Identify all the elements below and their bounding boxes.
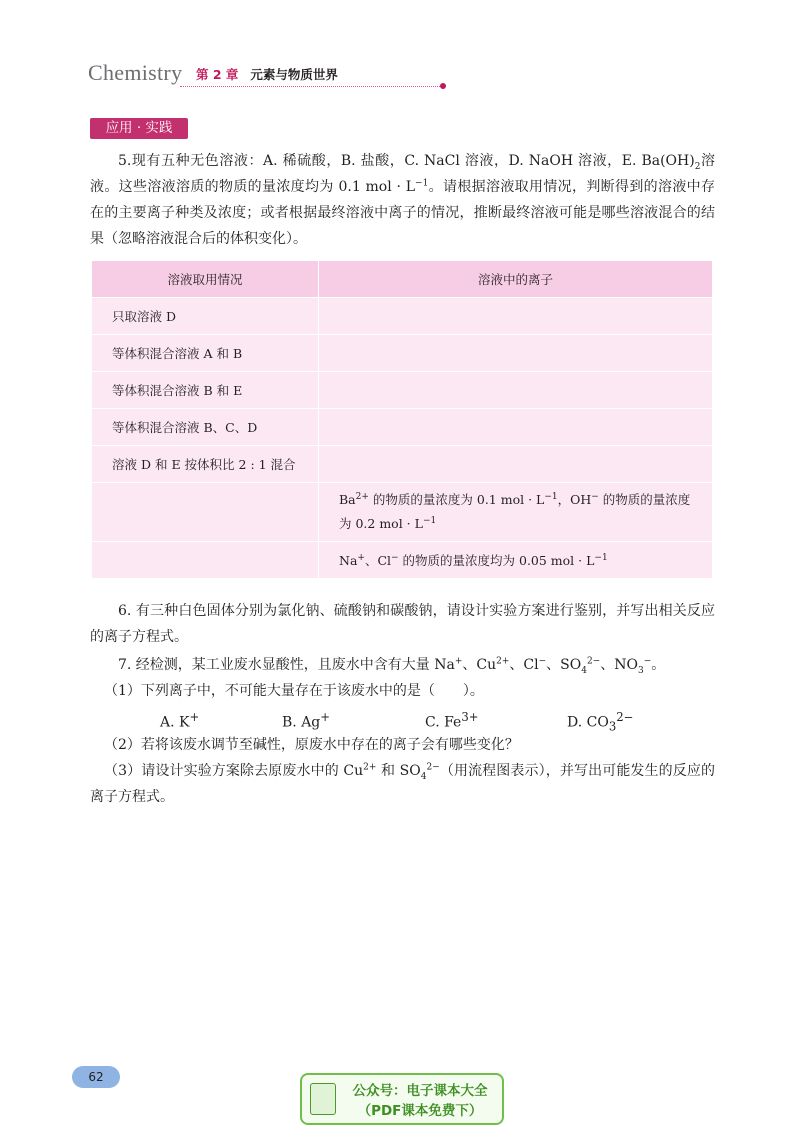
- table-cell: 只取溶液 D: [92, 298, 319, 335]
- option-d: D. $CO_3^{2-}$: [567, 710, 634, 734]
- question-7-part-2: （2）若将该废水调节至碱性，原废水中存在的离子会有哪些变化？: [104, 737, 519, 753]
- option-c: C. $Fe^{3+}$: [425, 710, 479, 731]
- running-header: [88, 60, 368, 90]
- table-row: [92, 542, 713, 579]
- table-row: [92, 372, 713, 409]
- question-5: 5.现有五种无色溶液：A. 稀硫酸，B. 盐酸，C. NaCl 溶液，D. NaOH 溶液，E. $Ba(OH)_2$溶液。这些溶液溶质的物质的量浓度均为 0.1 mol · $L^{-1}$。请根据溶液取用情况，判断得到的溶液中存在的主要离子种类及浓度；或者根据最终溶液中离子的情况，推断最终溶液可能是哪些溶液混合的结果（忽略溶液混合后的体积变化）。: [90, 153, 716, 247]
- book-icon: [310, 1083, 336, 1115]
- table-cell: 等体积混合溶液 B、C、D: [92, 409, 319, 446]
- option-a: A. K+: [160, 710, 200, 731]
- page-number: 62: [72, 1066, 120, 1088]
- book-brand: Chemistry: [88, 60, 183, 85]
- table-cell: $Ba^{2+}$ 的物质的量浓度为 0.1 mol · $L^{-1}$，OH− 的物质的量浓度为 0.2 mol · $L^{-1}$: [319, 483, 713, 542]
- question-7-part-1: （1）下列离子中，不可能大量存在于该废水中的是（ ）。: [104, 683, 484, 699]
- section-tag: 应用 · 实践: [90, 118, 188, 139]
- table-cell: 溶液 D 和 E 按体积比 2 : 1 混合: [92, 446, 319, 483]
- table-cell-empty: [319, 372, 713, 409]
- header-dotted-rule: [180, 86, 442, 87]
- question-7-part-3: （3）请设计实验方案除去原废水中的 $Cu^{2+}$ 和 $SO_4^{2-}$（用流程图表示），并写出可能发生的反应的离子方程式。: [90, 762, 715, 805]
- chapter-label: 第 2 章 元素与物质世界: [196, 67, 338, 82]
- table-row: [92, 446, 713, 483]
- table-row: [92, 298, 713, 335]
- question-7-intro: 7. 经检测，某工业废水显酸性，且废水中含有大量 Na+、$Cu^{2+}$、Cl−、$SO_4^{2-}$、$NO_3^-$。: [118, 656, 666, 676]
- watermark-line-1: 公众号：电子课本大全: [352, 1083, 488, 1099]
- table-header-row: [92, 261, 713, 298]
- table-cell-empty: [319, 446, 713, 483]
- table-cell: 等体积混合溶液 B 和 E: [92, 372, 319, 409]
- table-header: 溶液取用情况: [92, 261, 319, 298]
- table-cell-empty: [92, 483, 319, 542]
- table-cell: Na+、Cl− 的物质的量浓度均为 0.05 mol · $L^{-1}$: [319, 542, 713, 579]
- chapter-title: 元素与物质世界: [250, 67, 338, 82]
- ion-table: [91, 260, 713, 579]
- table-row: [92, 483, 713, 542]
- table-row: [92, 409, 713, 446]
- header-rule-dot: [440, 83, 446, 89]
- table-header: 溶液中的离子: [319, 261, 713, 298]
- table-cell: 等体积混合溶液 A 和 B: [92, 335, 319, 372]
- table-row: [92, 335, 713, 372]
- table-cell-empty: [319, 409, 713, 446]
- watermark-badge: [300, 1073, 504, 1125]
- option-b: B. Ag+: [282, 710, 331, 731]
- watermark-line-2: （PDF课本免费下）: [357, 1103, 483, 1119]
- question-6: 6. 有三种白色固体分别为氯化钠、硫酸钠和碳酸钠，请设计实验方案进行鉴别，并写出相关反应的离子方程式。: [90, 603, 715, 645]
- table-cell-empty: [319, 298, 713, 335]
- table-cell-empty: [92, 542, 319, 579]
- table-cell-empty: [319, 335, 713, 372]
